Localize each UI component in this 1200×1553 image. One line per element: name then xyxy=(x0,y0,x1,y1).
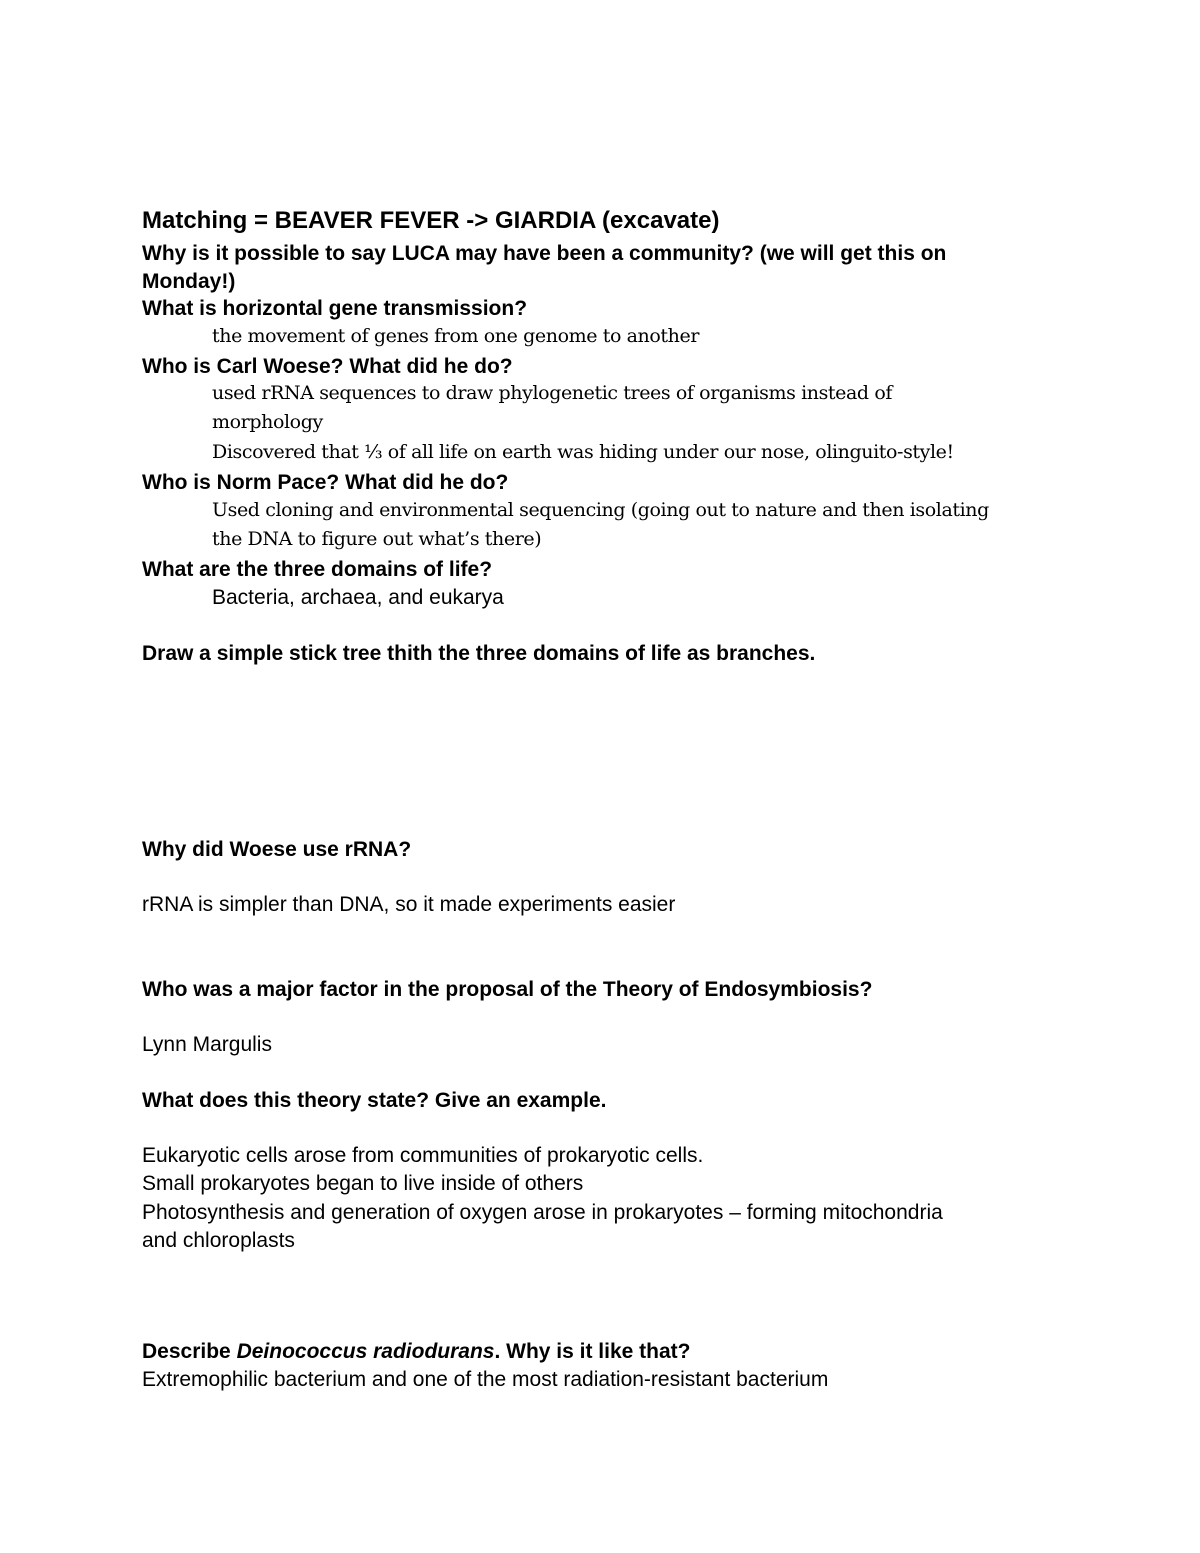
answer-carl-woese-line-1: used rRNA sequences to draw phylogenetic trees of organisms instead of xyxy=(212,382,893,404)
question-luca-line-1: Why is it possible to say LUCA may have been a community? (we will get this on xyxy=(142,242,947,265)
question-endosymbiosis: Who was a major factor in the proposal of the Theory of Endosymbiosis? xyxy=(142,978,873,1001)
answer-norm-pace-line-2: the DNA to figure out what’s there) xyxy=(212,528,542,550)
answer-deinococcus: Extremophilic bacterium and one of the most radiation-resistant bacterium xyxy=(142,1368,829,1391)
answer-why-rrna: rRNA is simpler than DNA, so it made experiments easier xyxy=(142,893,676,916)
answer-theory-line-4: and chloroplasts xyxy=(142,1229,295,1252)
question-norm-pace: Who is Norm Pace? What did he do? xyxy=(142,471,509,494)
answer-carl-woese-line-3: Discovered that ⅓ of all life on earth was hiding under our nose, olinguito-style! xyxy=(212,441,954,463)
answer-theory-line-3: Photosynthesis and generation of oxygen arose in prokaryotes – forming mitochondria xyxy=(142,1201,943,1224)
answer-norm-pace-line-1: Used cloning and environmental sequencing (going out to nature and then isolating xyxy=(212,499,989,521)
question-three-domains: What are the three domains of life? xyxy=(142,558,493,581)
answer-horizontal-gene-transmission: the movement of genes from one genome to another xyxy=(212,325,700,347)
answer-theory-line-1: Eukaryotic cells arose from communities of prokaryotic cells. xyxy=(142,1144,704,1167)
species-name: Deinococcus radiodurans xyxy=(236,1340,495,1363)
question-deinococcus-suffix: . Why is it like that? xyxy=(494,1340,691,1363)
matching-heading: Matching = BEAVER FEVER -> GIARDIA (excavate) xyxy=(142,207,720,234)
answer-three-domains: Bacteria, archaea, and eukarya xyxy=(212,586,504,609)
answer-endosymbiosis: Lynn Margulis xyxy=(142,1033,272,1056)
question-deinococcus xyxy=(142,1338,691,1366)
question-carl-woese: Who is Carl Woese? What did he do? xyxy=(142,355,513,378)
question-stick-tree: Draw a simple stick tree thith the three domains of life as branches. xyxy=(142,642,816,665)
question-deinococcus-prefix: Describe xyxy=(142,1340,237,1363)
question-why-rrna: Why did Woese use rRNA? xyxy=(142,838,412,861)
question-theory-statement: What does this theory state? Give an example. xyxy=(142,1089,607,1112)
answer-carl-woese-line-2: morphology xyxy=(212,411,323,433)
question-luca-line-2: Monday!) xyxy=(142,270,236,293)
question-horizontal-gene-transmission: What is horizontal gene transmission? xyxy=(142,297,528,320)
answer-theory-line-2: Small prokaryotes began to live inside of others xyxy=(142,1172,584,1195)
